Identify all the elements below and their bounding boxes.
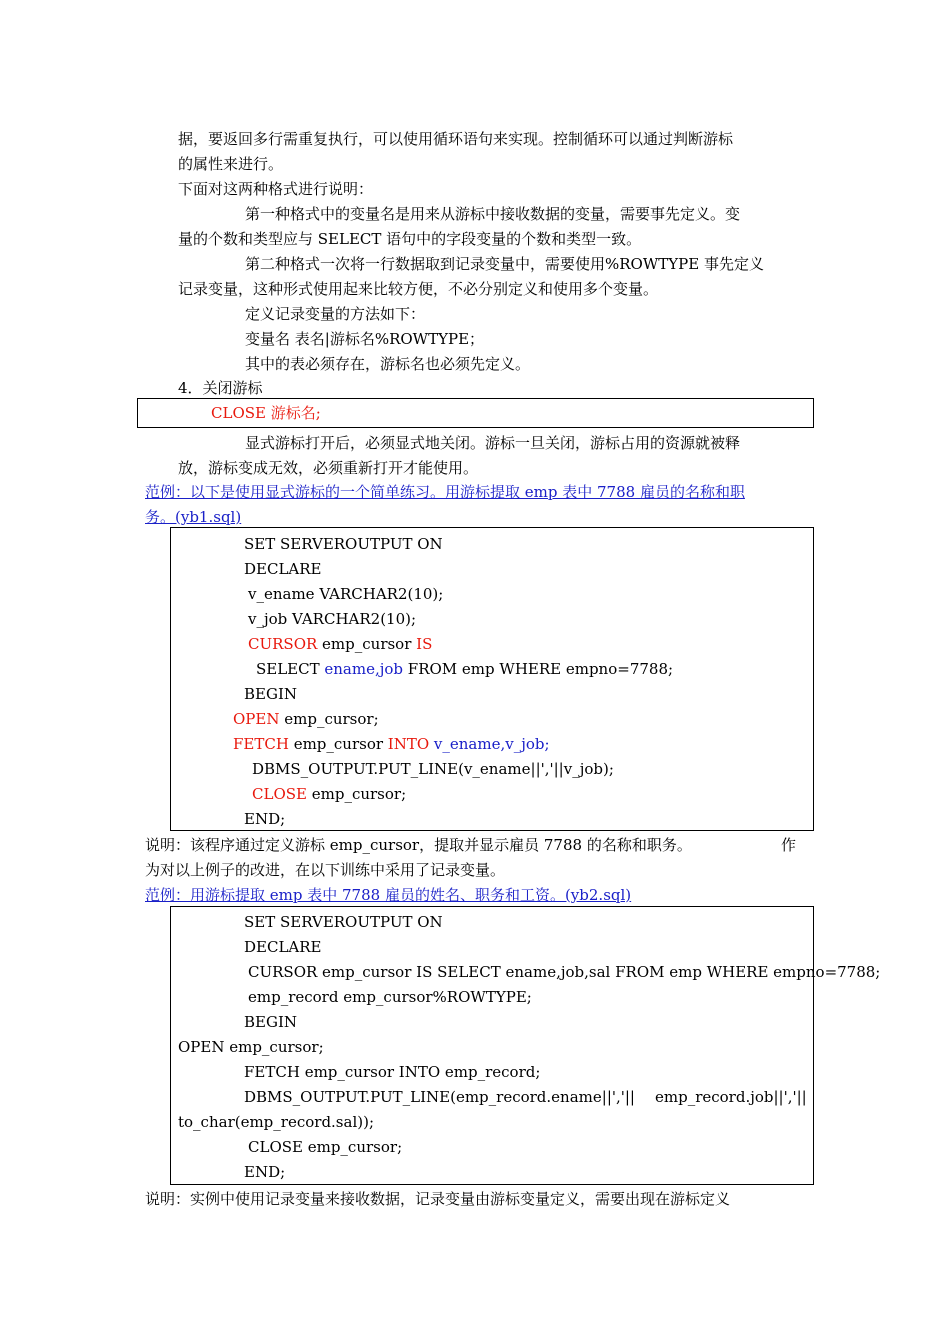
code-line: BEGIN <box>244 685 298 703</box>
code-line: CLOSE emp_cursor; <box>248 1138 403 1156</box>
code-line: CURSOR emp_cursor IS SELECT ename,job,sal FROM emp WHERE empno=7788; <box>248 963 881 981</box>
code-line: END; <box>244 810 286 828</box>
body-text-line: 第二种格式一次将一行数据取到记录变量中，需要使用%ROWTYPE 事先定义 <box>245 255 764 273</box>
example-link[interactable]: 务。(yb1.sql) <box>145 508 242 526</box>
keyword-close: CLOSE <box>252 785 307 803</box>
code-text: emp_cursor <box>288 735 388 753</box>
code-line: SET SERVEROUTPUT ON <box>244 535 443 553</box>
keyword-cursor: CURSOR <box>248 635 318 653</box>
example-link[interactable]: 范例：以下是使用显式游标的一个简单练习。用游标提取 emp 表中 7788 雇员的名称和职 <box>145 483 745 501</box>
body-text-fragment: 作 <box>781 836 797 854</box>
keyword-is: IS <box>416 635 433 653</box>
body-text-line: 量的个数和类型应与 SELECT 语句中的字段变量的个数和类型一致。 <box>178 230 642 248</box>
code-line: END; <box>244 1163 286 1181</box>
code-line: DBMS_OUTPUT.PUT_LINE(v_ename||','||v_job); <box>252 760 614 778</box>
code-line <box>252 784 406 804</box>
syntax-box <box>137 398 814 428</box>
body-text-line: 定义记录变量的方法如下： <box>245 305 426 323</box>
code-line <box>256 659 673 679</box>
section-heading: 4．关闭游标 <box>178 379 263 397</box>
code-line: DECLARE <box>244 560 322 578</box>
body-text-line: 第一种格式中的变量名是用来从游标中接收数据的变量，需要事先定义。变 <box>245 205 741 223</box>
code-line <box>248 634 432 654</box>
code-line: BEGIN <box>244 1013 298 1031</box>
syntax-line <box>211 403 321 423</box>
body-text-line: 其中的表必须存在，游标名也必须先定义。 <box>245 355 531 373</box>
body-text-line: 的属性来进行。 <box>178 155 284 173</box>
code-box <box>170 527 814 831</box>
code-line: OPEN emp_cursor; <box>178 1038 324 1056</box>
example-link[interactable]: 范例：用游标提取 emp 表中 7788 雇员的姓名、职务和工资。(yb2.sql) <box>145 886 632 904</box>
code-line <box>233 709 379 729</box>
keyword-open: OPEN <box>233 710 280 728</box>
code-text: emp_cursor <box>317 635 417 653</box>
body-text-line: 下面对这两种格式进行说明： <box>178 180 374 198</box>
body-text-line: 为对以上例子的改进，在以下训练中采用了记录变量。 <box>145 861 506 879</box>
body-text-line: 据，要返回多行需重复执行，可以使用循环语句来实现。控制循环可以通过判断游标 <box>178 130 734 148</box>
keyword-fetch: FETCH <box>233 735 289 753</box>
code-text: emp_cursor; <box>279 710 379 728</box>
code-variables: v_ename,v_job; <box>429 735 550 753</box>
code-line: DBMS_OUTPUT.PUT_LINE(emp_record.ename||','|| <box>244 1088 635 1106</box>
body-text-line: 记录变量，这种形式使用起来比较方便，不必分别定义和使用多个变量。 <box>178 280 659 298</box>
code-line: FETCH emp_cursor INTO emp_record; <box>244 1063 541 1081</box>
code-text: SELECT <box>256 660 325 678</box>
code-line: v_ename VARCHAR2(10); <box>248 585 444 603</box>
code-box <box>170 906 881 1185</box>
body-text-line: 放，游标变成无效，必须重新打开才能使用。 <box>178 459 479 477</box>
body-text-line: 说明：实例中使用记录变量来接收数据，记录变量由游标变量定义，需要出现在游标定义 <box>145 1190 731 1208</box>
code-line: emp_record emp_cursor%ROWTYPE; <box>248 988 532 1006</box>
code-columns: ename,job <box>324 660 404 678</box>
code-line: emp_record.job||','|| <box>655 1088 807 1106</box>
code-line: to_char(emp_record.sal)); <box>178 1113 375 1131</box>
body-text-line: 说明：该程序通过定义游标 emp_cursor，提取并显示雇员 7788 的名称和职务。 <box>145 836 692 854</box>
code-line: v_job VARCHAR2(10); <box>248 610 417 628</box>
code-line <box>233 734 550 754</box>
body-text-line: 变量名 表名|游标名%ROWTYPE； <box>245 330 485 348</box>
code-text: FROM emp WHERE empno=7788; <box>403 660 674 678</box>
body-text-line: 显式游标打开后，必须显式地关闭。游标一旦关闭，游标占用的资源就被释 <box>245 434 741 452</box>
keyword-close: CLOSE <box>211 404 266 422</box>
code-text: emp_cursor; <box>306 785 407 803</box>
keyword-into: INTO <box>387 735 430 753</box>
code-line: SET SERVEROUTPUT ON <box>244 913 443 931</box>
code-line: DECLARE <box>244 938 322 956</box>
syntax-text: 游标名; <box>265 404 321 422</box>
